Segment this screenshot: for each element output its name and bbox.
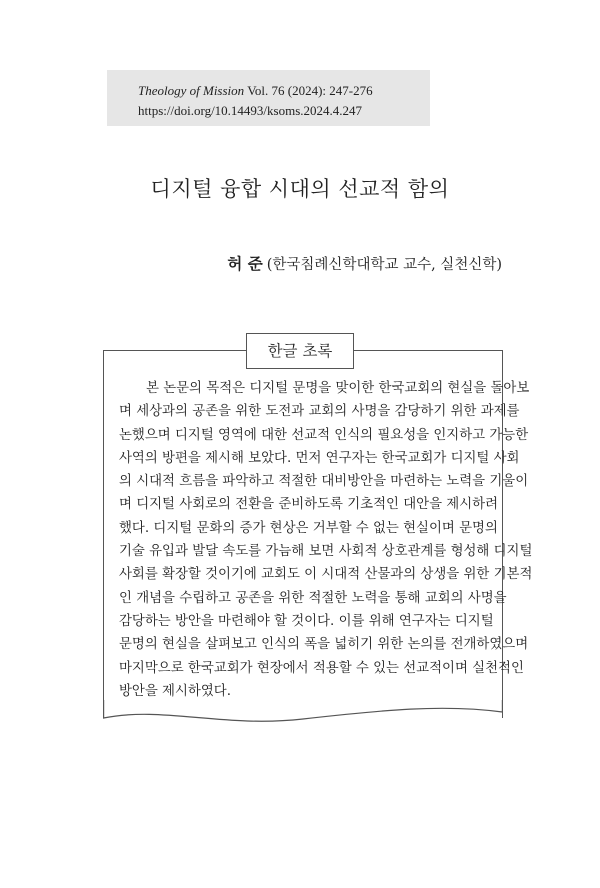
paper-title: 디지털 융합 시대의 선교적 함의 (150, 177, 450, 201)
abstract-line: 감당하는 방안을 마련해야 할 것이다. 이를 위해 연구자는 디지털 (119, 613, 494, 629)
abstract-line: 기술 유입과 발달 속도를 가늠해 보면 사회적 상호관계를 형성해 디지털 (119, 544, 533, 560)
author-affiliation: (한국침례신학대학교 교수, 실천신학) (266, 257, 502, 273)
abstract-line: 인 개념을 수립하고 공존을 위한 적절한 노력을 통해 교회의 사명을 (119, 590, 507, 606)
abstract-line: 방안을 제시하였다. (119, 683, 231, 699)
abstract-line: 본 논문의 목적은 디지털 문명을 맞이한 한국교회의 현실을 돌아보 (146, 381, 530, 396)
abstract-line: 했다. 디지털 문화의 증가 현상은 거부할 수 없는 현실이며 문명의 (119, 520, 498, 536)
citation-line (138, 81, 430, 101)
volume-info: Vol. 76 (2024): 247-276 (247, 83, 373, 98)
abstract-line: 의 시대적 흐름을 파악하고 적절한 대비방안을 마련하는 노력을 기울이 (119, 474, 529, 490)
abstract-line: 며 디지털 사회로의 전환을 준비하도록 기초적인 대안을 제시하려 (119, 497, 499, 513)
author-name: 허 준 (227, 254, 263, 273)
abstract-line: 논했으며 디지털 영역에 대한 선교적 인식의 필요성을 인지하고 가능한 (119, 427, 529, 443)
abstract-line: 마지막으로 한국교회가 현장에서 적용할 수 있는 선교적이며 실천적인 (119, 660, 524, 676)
abstract-box-wavy-bottom (103, 700, 503, 730)
doi-link[interactable]: https://doi.org/10.14493/ksoms.2024.4.247 (138, 103, 363, 118)
abstract-line: 문명의 현실을 살펴보고 인식의 폭을 넓히기 위한 논의를 전개하였으며 (119, 637, 529, 653)
abstract-label: 한글 초록 (246, 333, 354, 369)
author-line (227, 252, 502, 274)
abstract-line: 사회를 확장할 것이기에 교회도 이 시대적 산물과의 상생을 위한 기본적 (119, 567, 533, 583)
abstract-text (119, 377, 533, 703)
citation-box (107, 70, 430, 126)
abstract-line: 며 세상과의 공존을 위한 도전과 교회의 사명을 감당하기 위한 과제를 (119, 404, 520, 420)
abstract-line: 사역의 방편을 제시해 보았다. 먼저 연구자는 한국교회가 디지털 사회 (119, 450, 520, 466)
journal-name: Theology of Mission (138, 83, 245, 98)
